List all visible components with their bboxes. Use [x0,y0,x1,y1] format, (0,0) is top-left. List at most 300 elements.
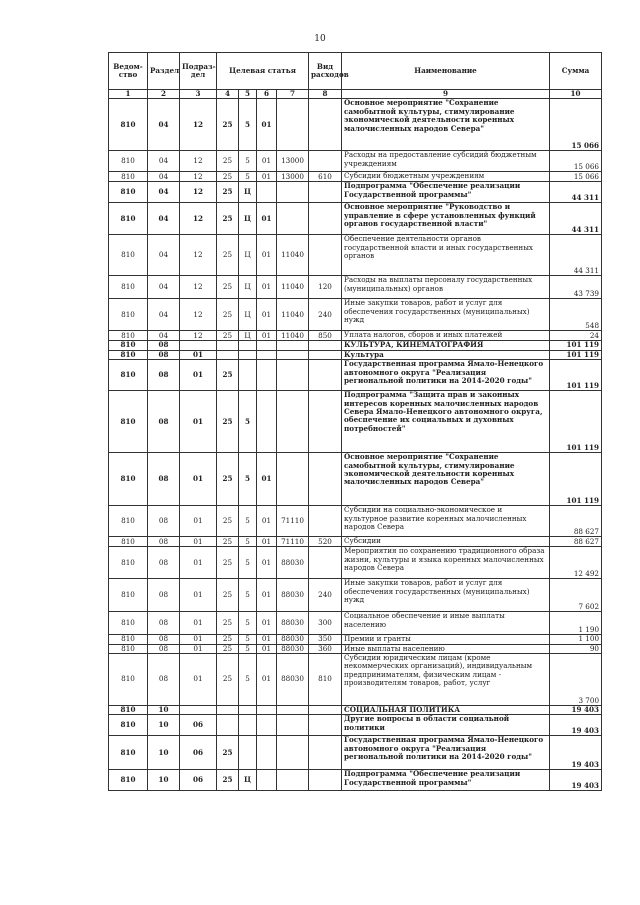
cs1-cell: 25 [217,276,239,299]
cs3-cell [257,770,277,791]
vid-cell [309,350,342,359]
table-row [109,715,602,736]
cs4-cell: 88030 [277,547,309,579]
vid-cell [309,151,342,172]
ved-cell: 810 [109,391,148,453]
razdel-cell: 08 [148,579,180,612]
table-row [109,453,602,506]
name-cell: Культура [342,350,550,359]
table-row [109,506,602,537]
header-row [109,53,602,90]
name-cell: Уплата налогов, сборов и иных платежей [342,331,550,341]
name-cell: Иные закупки товаров, работ и услуг для обеспечения государственных (муниципальных) нужд [342,579,550,612]
cs2-cell [239,706,257,715]
sum-cell: 12 492 [550,547,602,579]
cs3-cell [257,341,277,350]
cs3-cell: 01 [257,453,277,506]
cs1-cell [217,706,239,715]
razdel-cell: 04 [148,235,180,276]
cs3-cell [257,715,277,736]
sum-cell: 44 311 [550,182,602,203]
sum-cell: 3 700 [550,654,602,706]
sum-cell: 15 066 [550,99,602,151]
ved-cell: 810 [109,151,148,172]
name-cell: Основное мероприятие "Сохранение самобытной культуры, стимулирование экономической деятельности коренных малочисленных народов Севера" [342,453,550,506]
cs3-cell: 01 [257,299,277,331]
cs2-cell [239,350,257,359]
vid-cell [309,453,342,506]
ved-cell: 810 [109,579,148,612]
name-cell: Субсидии на социально-экономическое и культурное развитие коренных малочисленных народов Севера [342,506,550,537]
cs4-cell [277,99,309,151]
razdel-cell: 10 [148,770,180,791]
cs2-cell: 5 [239,453,257,506]
column-index-cell: 10 [550,90,602,99]
table-row [109,360,602,391]
ved-cell: 810 [109,341,148,350]
vid-cell: 120 [309,276,342,299]
razdel-cell: 10 [148,706,180,715]
cs1-cell: 25 [217,506,239,537]
razdel-cell: 08 [148,360,180,391]
cs4-cell: 11040 [277,299,309,331]
cs2-cell [239,341,257,350]
ved-cell: 810 [109,635,148,644]
cs3-cell: 01 [257,99,277,151]
sum-cell: 19 403 [550,706,602,715]
sum-cell: 19 403 [550,736,602,770]
razdel-cell: 08 [148,612,180,635]
cs3-cell [257,182,277,203]
razdel-cell: 08 [148,453,180,506]
razdel-cell: 08 [148,506,180,537]
podrazdel-cell: 01 [180,537,217,547]
cs1-cell: 25 [217,360,239,391]
vid-cell: 240 [309,299,342,331]
cs1-cell: 25 [217,299,239,331]
cs4-cell [277,453,309,506]
vid-cell: 610 [309,172,342,182]
podrazdel-cell: 12 [180,235,217,276]
cs2-cell: 5 [239,547,257,579]
ved-cell: 810 [109,350,148,359]
name-cell: КУЛЬТУРА, КИНЕМАТОГРАФИЯ [342,341,550,350]
ved-cell: 810 [109,612,148,635]
page-number: 10 [314,34,326,44]
vid-cell [309,235,342,276]
podrazdel-cell: 12 [180,99,217,151]
name-cell: Субсидии юридическим лицам (кроме некоммерческих организаций), индивидуальным предпринимателям, физическим лицам - производителям товаров, работ, услуг [342,654,550,706]
ved-cell: 810 [109,360,148,391]
column-index-cell: 8 [309,90,342,99]
name-cell: Другие вопросы в области социальной политики [342,715,550,736]
cs2-cell: Ц [239,299,257,331]
podrazdel-cell: 01 [180,391,217,453]
razdel-cell: 08 [148,547,180,579]
table-row [109,99,602,151]
cs3-cell: 01 [257,276,277,299]
cs2-cell: 5 [239,391,257,453]
cs1-cell [217,350,239,359]
header-celevaya: Целевая статья [217,53,309,90]
podrazdel-cell: 01 [180,635,217,644]
podrazdel-cell: 01 [180,453,217,506]
table-row [109,537,602,547]
table-row [109,612,602,635]
sum-cell: 88 627 [550,506,602,537]
razdel-cell: 08 [148,391,180,453]
podrazdel-cell: 01 [180,506,217,537]
cs1-cell: 25 [217,453,239,506]
razdel-cell: 08 [148,350,180,359]
razdel-cell: 08 [148,654,180,706]
ved-cell: 810 [109,299,148,331]
cs1-cell: 25 [217,99,239,151]
podrazdel-cell: 06 [180,770,217,791]
razdel-cell: 10 [148,715,180,736]
cs1-cell: 25 [217,172,239,182]
podrazdel-cell: 12 [180,151,217,172]
table-row [109,151,602,172]
vid-cell [309,715,342,736]
cs3-cell: 01 [257,331,277,341]
cs2-cell [239,360,257,391]
cs3-cell [257,360,277,391]
ved-cell: 810 [109,770,148,791]
column-index-cell: 3 [180,90,217,99]
vid-cell [309,360,342,391]
column-index-cell: 4 [217,90,239,99]
cs1-cell: 25 [217,635,239,644]
cs2-cell: 5 [239,151,257,172]
sum-cell: 15 066 [550,172,602,182]
cs4-cell: 88030 [277,579,309,612]
cs4-cell [277,391,309,453]
name-cell: Субсидии бюджетным учреждениям [342,172,550,182]
ved-cell: 810 [109,644,148,653]
cs1-cell: 25 [217,579,239,612]
sum-cell: 101 119 [550,341,602,350]
header-name: Наименование [342,53,550,90]
cs4-cell [277,350,309,359]
podrazdel-cell [180,706,217,715]
podrazdel-cell: 01 [180,360,217,391]
table-body [109,99,602,791]
cs4-cell: 88030 [277,612,309,635]
cs4-cell: 11040 [277,276,309,299]
ved-cell: 810 [109,172,148,182]
cs3-cell [257,736,277,770]
ved-cell: 810 [109,331,148,341]
header-sum: Сумма [550,53,602,90]
name-cell: Социальное обеспечение и иные выплаты населению [342,612,550,635]
ved-cell: 810 [109,537,148,547]
podrazdel-cell: 01 [180,579,217,612]
column-index-cell: 1 [109,90,148,99]
ved-cell: 810 [109,453,148,506]
cs4-cell [277,736,309,770]
cs1-cell: 25 [217,235,239,276]
vid-cell: 850 [309,331,342,341]
table-row [109,635,602,644]
cs1-cell: 25 [217,644,239,653]
table-row [109,654,602,706]
cs3-cell: 01 [257,547,277,579]
ved-cell: 810 [109,99,148,151]
cs3-cell: 01 [257,203,277,235]
header-razdel: Раздел [148,53,180,90]
podrazdel-cell: 12 [180,299,217,331]
cs4-cell: 88030 [277,644,309,653]
table-row [109,391,602,453]
cs4-cell [277,341,309,350]
vid-cell [309,99,342,151]
vid-cell [309,182,342,203]
vid-cell [309,341,342,350]
cs3-cell: 01 [257,635,277,644]
cs2-cell: 5 [239,537,257,547]
table-row [109,299,602,331]
podrazdel-cell: 01 [180,612,217,635]
table-row [109,203,602,235]
cs3-cell: 01 [257,172,277,182]
sum-cell: 43 739 [550,276,602,299]
cs4-cell [277,715,309,736]
cs1-cell: 25 [217,612,239,635]
header-ved: Ведом-ство [109,53,148,90]
sum-cell: 1 190 [550,612,602,635]
budget-table [108,52,602,791]
table-row [109,579,602,612]
cs1-cell: 25 [217,736,239,770]
ved-cell: 810 [109,547,148,579]
podrazdel-cell: 06 [180,715,217,736]
cs4-cell: 13000 [277,172,309,182]
podrazdel-cell: 06 [180,736,217,770]
cs2-cell: 5 [239,644,257,653]
podrazdel-cell: 01 [180,547,217,579]
cs1-cell: 25 [217,391,239,453]
razdel-cell: 04 [148,331,180,341]
table-row [109,276,602,299]
cs4-cell: 13000 [277,151,309,172]
ved-cell: 810 [109,235,148,276]
header-vid: Вид расходов [309,53,342,90]
cs4-cell: 11040 [277,331,309,341]
cs2-cell [239,715,257,736]
column-index-cell: 6 [257,90,277,99]
cs2-cell: Ц [239,770,257,791]
ved-cell: 810 [109,706,148,715]
vid-cell: 520 [309,537,342,547]
podrazdel-cell: 01 [180,654,217,706]
cs4-cell [277,203,309,235]
vid-cell [309,736,342,770]
vid-cell [309,547,342,579]
column-index-cell: 7 [277,90,309,99]
name-cell: Основное мероприятие "Руководство и управление в сфере установленных функций органов государственной власти" [342,203,550,235]
cs4-cell: 88030 [277,654,309,706]
cs3-cell [257,350,277,359]
cs3-cell: 01 [257,654,277,706]
sum-cell: 101 119 [550,360,602,391]
ved-cell: 810 [109,182,148,203]
sum-cell: 88 627 [550,537,602,547]
cs2-cell: 5 [239,579,257,612]
razdel-cell: 04 [148,276,180,299]
sum-cell: 19 403 [550,770,602,791]
name-cell: Расходы на предоставление субсидий бюджетным учреждениям [342,151,550,172]
cs2-cell: Ц [239,276,257,299]
podrazdel-cell: 12 [180,203,217,235]
cs2-cell: Ц [239,182,257,203]
name-cell: Обеспечение деятельности органов государственной власти и иных государственных органов [342,235,550,276]
ved-cell: 810 [109,736,148,770]
cs2-cell: 5 [239,506,257,537]
cs3-cell: 01 [257,151,277,172]
sum-cell: 101 119 [550,391,602,453]
cs4-cell [277,706,309,715]
cs4-cell [277,182,309,203]
razdel-cell: 04 [148,299,180,331]
vid-cell: 240 [309,579,342,612]
ved-cell: 810 [109,715,148,736]
razdel-cell: 10 [148,736,180,770]
cs4-cell: 71110 [277,506,309,537]
vid-cell [309,770,342,791]
razdel-cell: 04 [148,99,180,151]
table-row [109,341,602,350]
header-podrazdel: Подраз-дел [180,53,217,90]
cs1-cell: 25 [217,203,239,235]
column-index-cell: 9 [342,90,550,99]
cs2-cell: 5 [239,612,257,635]
cs1-cell: 25 [217,182,239,203]
cs1-cell: 25 [217,537,239,547]
vid-cell: 350 [309,635,342,644]
vid-cell: 300 [309,612,342,635]
cs4-cell: 11040 [277,235,309,276]
column-index-cell: 5 [239,90,257,99]
name-cell: Подпрограмма "Обеспечение реализации Государственной программы" [342,182,550,203]
table-row [109,182,602,203]
cs3-cell: 01 [257,235,277,276]
column-index-cell: 2 [148,90,180,99]
vid-cell [309,391,342,453]
name-cell: Подпрограмма "Обеспечение реализации Государственной программы" [342,770,550,791]
vid-cell [309,506,342,537]
name-cell: Государственная программа Ямало-Ненецкого автономного округа "Реализация региональной политики на 2014-2020 годы" [342,736,550,770]
cs4-cell: 71110 [277,537,309,547]
cs3-cell: 01 [257,537,277,547]
razdel-cell: 08 [148,644,180,653]
cs1-cell: 25 [217,654,239,706]
cs1-cell: 25 [217,770,239,791]
name-cell: Иные закупки товаров, работ и услуг для обеспечения государственных (муниципальных) нужд [342,299,550,331]
name-cell: Государственная программа Ямало-Ненецкого автономного округа "Реализация региональной политики на 2014-2020 годы" [342,360,550,391]
ved-cell: 810 [109,203,148,235]
sum-cell: 24 [550,331,602,341]
ved-cell: 810 [109,654,148,706]
cs2-cell: 5 [239,172,257,182]
vid-cell [309,203,342,235]
podrazdel-cell: 12 [180,276,217,299]
cs1-cell [217,341,239,350]
sum-cell: 15 066 [550,151,602,172]
name-cell: Расходы на выплаты персоналу государственных (муниципальных) органов [342,276,550,299]
cs3-cell: 01 [257,579,277,612]
podrazdel-cell: 12 [180,182,217,203]
cs1-cell: 25 [217,151,239,172]
table-row [109,331,602,341]
podrazdel-cell: 12 [180,172,217,182]
ved-cell: 810 [109,506,148,537]
sum-cell: 101 119 [550,453,602,506]
sum-cell: 7 602 [550,579,602,612]
razdel-cell: 08 [148,635,180,644]
cs4-cell [277,360,309,391]
sum-cell: 19 403 [550,715,602,736]
cs2-cell: 5 [239,99,257,151]
razdel-cell: 04 [148,203,180,235]
podrazdel-cell: 12 [180,331,217,341]
cs2-cell: 5 [239,635,257,644]
cs3-cell [257,706,277,715]
podrazdel-cell: 01 [180,350,217,359]
cs3-cell: 01 [257,644,277,653]
name-cell: Субсидии [342,537,550,547]
name-cell: Мероприятия по сохранению традиционного образа жизни, культуры и языка коренных малочисленных народов Севера [342,547,550,579]
name-cell: СОЦИАЛЬНАЯ ПОЛИТИКА [342,706,550,715]
sum-cell: 90 [550,644,602,653]
name-cell: Премии и гранты [342,635,550,644]
table-row [109,172,602,182]
name-cell: Основное мероприятие "Сохранение самобытной культуры, стимулирование экономической деятельности коренных малочисленных народов Севера" [342,99,550,151]
razdel-cell: 08 [148,341,180,350]
razdel-cell: 08 [148,537,180,547]
sum-cell: 44 311 [550,203,602,235]
table-row [109,235,602,276]
table-row [109,736,602,770]
name-cell: Подпрограмма "Защита прав и законных интересов коренных малочисленных народов Севера Ямало-Ненецкого автономного округа, обеспечение их социальных и духовных потребностей" [342,391,550,453]
cs3-cell [257,391,277,453]
cs3-cell: 01 [257,612,277,635]
cs2-cell: Ц [239,203,257,235]
cs1-cell [217,715,239,736]
cs2-cell: Ц [239,235,257,276]
ved-cell: 810 [109,276,148,299]
name-cell: Иные выплаты населению [342,644,550,653]
table-row [109,547,602,579]
vid-cell: 360 [309,644,342,653]
vid-cell [309,706,342,715]
sum-cell: 101 119 [550,350,602,359]
razdel-cell: 04 [148,172,180,182]
sum-cell: 548 [550,299,602,331]
cs2-cell: 5 [239,654,257,706]
sum-cell: 1 100 [550,635,602,644]
table-row [109,770,602,791]
podrazdel-cell: 01 [180,644,217,653]
cs2-cell [239,736,257,770]
razdel-cell: 04 [148,182,180,203]
cs1-cell: 25 [217,331,239,341]
cs1-cell: 25 [217,547,239,579]
cs4-cell [277,770,309,791]
podrazdel-cell [180,341,217,350]
razdel-cell: 04 [148,151,180,172]
cs3-cell: 01 [257,506,277,537]
